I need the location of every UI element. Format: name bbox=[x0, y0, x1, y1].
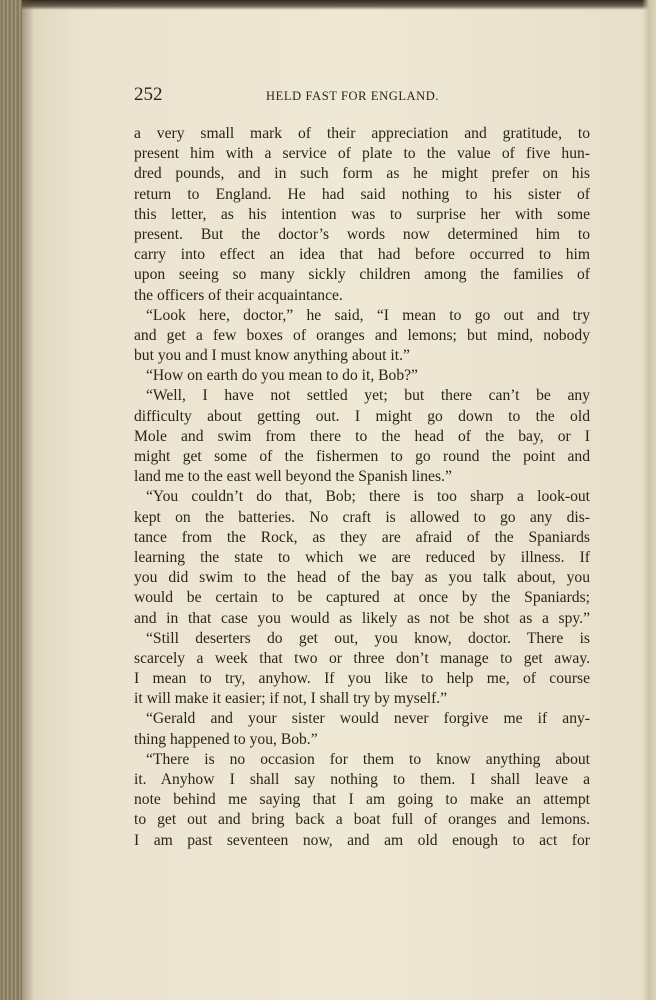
text-line: upon seeing so many sickly children among the families of bbox=[134, 266, 590, 284]
text-line: this letter, as his intention was to surprise her with some bbox=[134, 205, 590, 223]
text-line: to get out and bring back a boat full of oranges and lemons. bbox=[134, 811, 590, 829]
text-line: “Well, I have not settled yet; but there can’t be any bbox=[146, 387, 590, 405]
text-line: and in that case you would as likely as not be shot as a spy.” bbox=[134, 609, 590, 627]
text-line: thing happened to you, Bob.” bbox=[134, 730, 318, 748]
text-line: carry into effect an idea that had before occurred to him bbox=[134, 246, 590, 264]
text-line: “Gerald and your sister would never forgive me if any- bbox=[146, 710, 590, 728]
running-title: HELD FAST FOR ENGLAND. bbox=[266, 89, 440, 103]
text-line: I am past seventeen now, and am old enough to act for bbox=[134, 831, 590, 849]
text-line: difficulty about getting out. I might go down to the old bbox=[134, 407, 590, 425]
page-right-edge bbox=[642, 0, 656, 1000]
text-line: present. But the doctor’s words now determined him to bbox=[134, 225, 590, 243]
text-line: “Still deserters do get out, you know, doctor. There is bbox=[146, 629, 590, 647]
text-line: “You couldn’t do that, Bob; there is too sharp a look-out bbox=[146, 488, 590, 506]
page-header bbox=[134, 84, 590, 108]
text-line: the officers of their acquaintance. bbox=[134, 286, 343, 304]
text-line: it. Anyhow I shall say nothing to them. I shall leave a bbox=[134, 771, 590, 788]
text-line: “How on earth do you mean to do it, Bob?” bbox=[146, 367, 418, 385]
book-binding bbox=[0, 0, 22, 1000]
text-line: present him with a service of plate to the value of five hun- bbox=[134, 145, 590, 163]
text-line: scarcely a week that two or three don’t manage to get away. bbox=[134, 649, 590, 667]
text-line: return to England. He had said nothing to his sister of bbox=[134, 185, 590, 203]
body-text bbox=[134, 124, 590, 851]
text-line: “Look here, doctor,” he said, “I mean to go out and try bbox=[146, 306, 590, 324]
page-number: 252 bbox=[134, 84, 163, 105]
text-line: you did swim to the head of the bay as you talk about, you bbox=[134, 569, 590, 587]
text-line: a very small mark of their appreciation and gratitude, to bbox=[134, 125, 590, 142]
text-line: tance from the Rock, as they are afraid of the Spaniards bbox=[134, 528, 590, 546]
text-line: kept on the batteries. No craft is allowed to go any dis- bbox=[134, 508, 590, 526]
text-line: note behind me saying that I am going to make an attempt bbox=[134, 791, 590, 809]
page-top-edge bbox=[0, 0, 656, 10]
text-line: dred pounds, and in such form as he might prefer on his bbox=[134, 165, 590, 183]
text-line: might get some of the fishermen to go round the point and bbox=[134, 448, 590, 465]
text-line: Mole and swim from there to the head of the bay, or I bbox=[134, 427, 590, 445]
gutter-shadow bbox=[22, 0, 34, 1000]
text-line: learning the state to which we are reduced by illness. If bbox=[134, 548, 590, 566]
text-line: I mean to try, anyhow. If you like to help me, of course bbox=[134, 670, 590, 688]
text-line: it will make it easier; if not, I shall try by myself.” bbox=[134, 690, 448, 708]
text-line: but you and I must know anything about it.” bbox=[134, 347, 410, 365]
text-line: “There is no occasion for them to know anything about bbox=[146, 750, 590, 768]
text-line: and get a few boxes of oranges and lemons; but mind, nobody bbox=[134, 326, 590, 344]
text-line: would be certain to be captured at once by the Spaniards; bbox=[134, 589, 590, 607]
text-line: land me to the east well beyond the Spanish lines.” bbox=[134, 468, 452, 486]
